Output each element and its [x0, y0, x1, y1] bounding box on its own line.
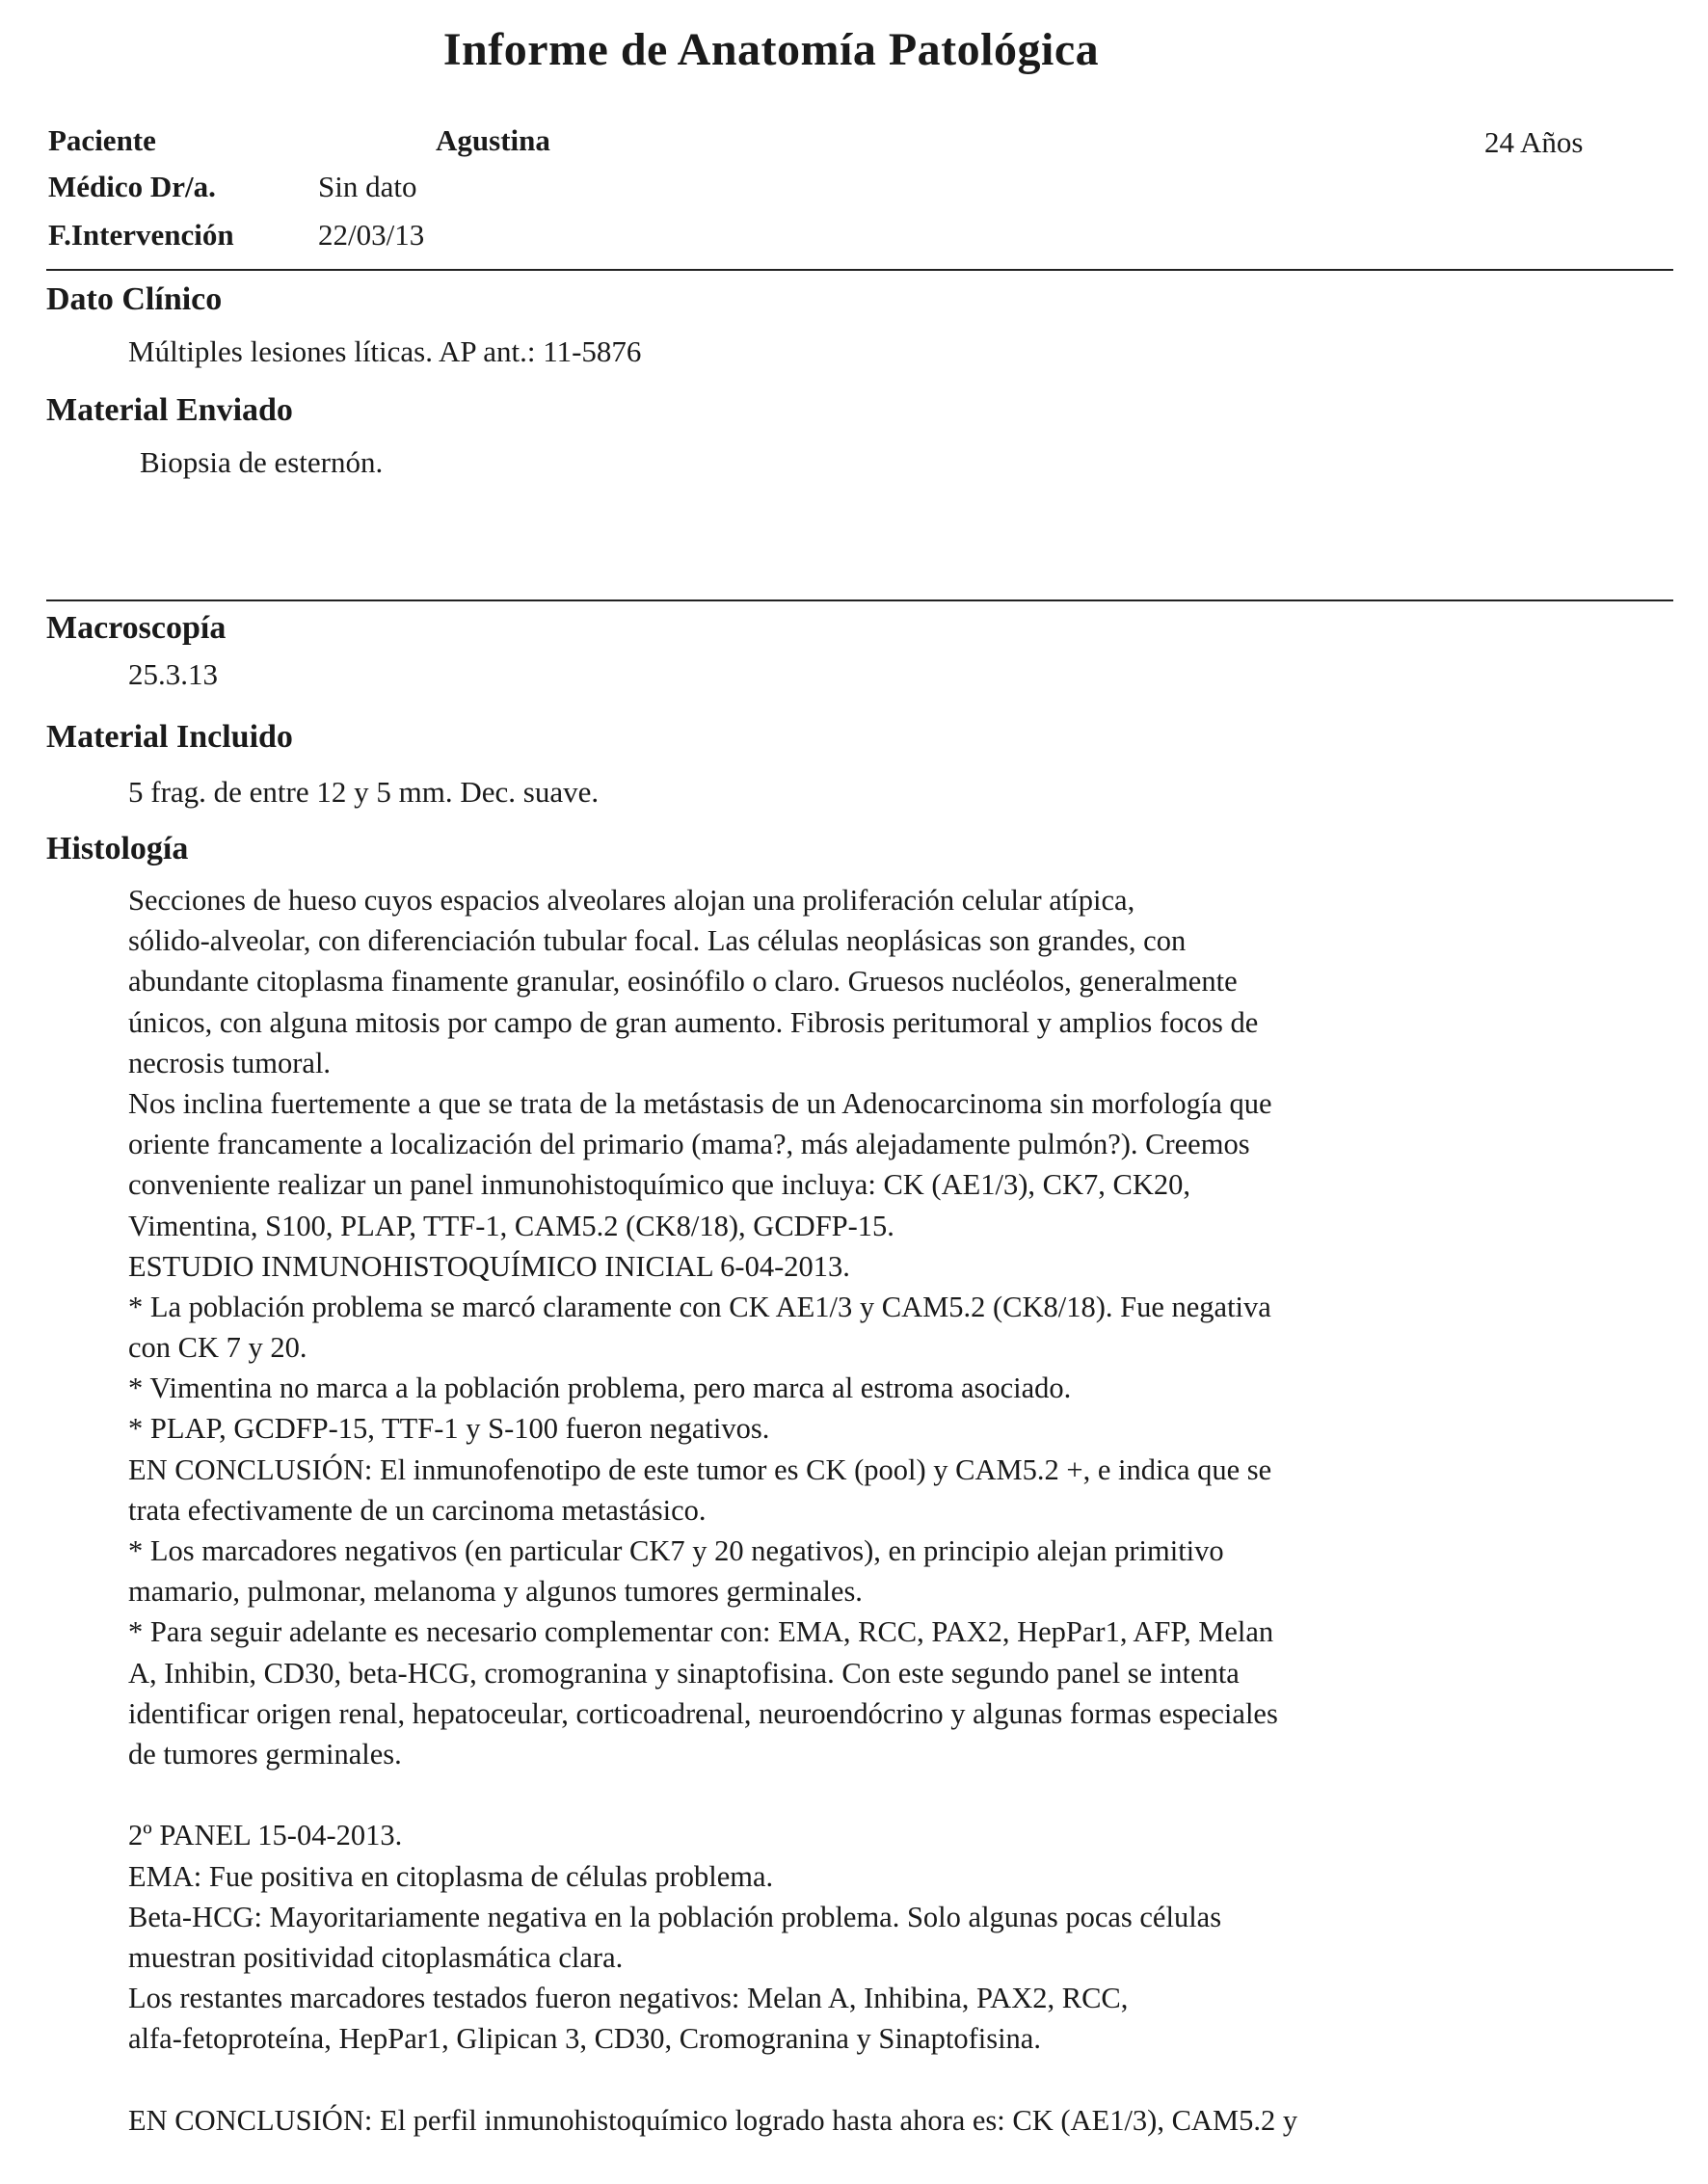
histologia-line: 2º PANEL 15-04-2013. — [128, 1819, 403, 1852]
histologia-body — [128, 880, 1555, 2141]
macroscopia-text: 25.3.13 — [128, 657, 218, 691]
histologia-line: alfa-fetoproteína, HepPar1, Glipican 3, CD30, Cromogranina y Sinaptofisina. — [128, 2022, 1041, 2056]
histologia-line: Secciones de hueso cuyos espacios alveolares alojan una proliferación celular atípica, — [128, 884, 1135, 917]
histologia-line: EMA: Fue positiva en citoplasma de células problema. — [128, 1859, 774, 1893]
histologia-line: * Los marcadores negativos (en particular CK7 y 20 negativos), en principio alejan primitivo — [128, 1534, 1224, 1567]
histologia-line: Nos inclina fuertemente a que se trata de la metástasis de un Adenocarcinoma sin morfología que — [128, 1086, 1272, 1120]
histologia-line: muestran positividad citoplasmática clara. — [128, 1940, 624, 1974]
histologia-line: únicos, con alguna mitosis por campo de gran aumento. Fibrosis peritumoral y amplios focos de — [128, 1005, 1259, 1039]
histologia-line — [128, 2059, 1555, 2099]
histologia-line: Los restantes marcadores testados fueron negativos: Melan A, Inhibina, PAX2, RCC, — [128, 1982, 1129, 2015]
histologia-line — [128, 1774, 1555, 1815]
histologia-line: * PLAP, GCDFP-15, TTF-1 y S-100 fueron negativos. — [128, 1412, 770, 1446]
intervention-label: F.Intervención — [48, 218, 234, 252]
material-incluido-text: 5 frag. de entre 12 y 5 mm. Dec. suave. — [128, 775, 600, 809]
histologia-line: identificar origen renal, hepatoceular, corticoadrenal, neuroendócrino y algunas formas especiales — [128, 1696, 1278, 1730]
section-divider — [46, 599, 1673, 601]
section-title-material-enviado: Material Enviado — [46, 392, 293, 428]
histologia-line: EN CONCLUSIÓN: El inmunofenotipo de este tumor es CK (pool) y CAM5.2 +, e indica que se — [128, 1452, 1272, 1486]
histologia-line: Beta-HCG: Mayoritariamente negativa en la población problema. Solo algunas pocas células — [128, 1900, 1222, 1933]
histologia-line: * Vimentina no marca a la población problema, pero marca al estroma asociado. — [128, 1372, 1072, 1405]
patient-name: Agustina — [436, 123, 550, 157]
histologia-line: * La población problema se marcó claramente con CK AE1/3 y CAM5.2 (CK8/18). Fue negativa — [128, 1290, 1271, 1323]
section-title-material-incluido: Material Incluido — [46, 719, 293, 755]
histologia-line: de tumores germinales. — [128, 1737, 402, 1771]
section-title-macroscopia: Macroscopía — [46, 610, 227, 646]
report-title: Informe de Anatomía Patológica — [442, 24, 1100, 75]
histologia-line: trata efectivamente de un carcinoma metastásico. — [128, 1493, 707, 1527]
histologia-line: conveniente realizar un panel inmunohistoquímico que incluya: CK (AE1/3), CK7, CK20, — [128, 1168, 1190, 1202]
histologia-line: necrosis tumoral. — [128, 1046, 332, 1079]
histologia-line: abundante citoplasma finamente granular, eosinófilo o claro. Gruesos nucléolos, generalmente — [128, 965, 1238, 999]
histologia-line: oriente francamente a localización del primario (mama?, más alejadamente pulmón?). Creemos — [128, 1128, 1250, 1161]
intervention-date: 22/03/13 — [318, 218, 425, 252]
section-title-histologia: Histología — [46, 831, 189, 866]
histologia-line: * Para seguir adelante es necesario complementar con: EMA, RCC, PAX2, HepPar1, AFP, Melan — [128, 1615, 1274, 1649]
histologia-line: A, Inhibin, CD30, beta-HCG, cromogranina y sinaptofisina. Con este segundo panel se intenta — [128, 1656, 1240, 1690]
doctor-value: Sin dato — [318, 170, 417, 203]
histologia-line: con CK 7 y 20. — [128, 1331, 307, 1365]
histologia-line: Vimentina, S100, PLAP, TTF-1, CAM5.2 (CK8/18), GCDFP-15. — [128, 1209, 894, 1242]
dato-clinico-text: Múltiples lesiones líticas. AP ant.: 11-5876 — [128, 334, 642, 368]
header-divider — [46, 269, 1673, 271]
histologia-line: ESTUDIO INMUNOHISTOQUÍMICO INICIAL 6-04-2013. — [128, 1249, 850, 1283]
section-title-dato-clinico: Dato Clínico — [46, 281, 223, 317]
patient-label: Paciente — [48, 123, 156, 157]
histologia-line: mamario, pulmonar, melanoma y algunos tumores germinales. — [128, 1575, 863, 1609]
patient-age: 24 Años — [1484, 125, 1584, 159]
doctor-label: Médico Dr/a. — [48, 170, 216, 203]
material-enviado-text: Biopsia de esternón. — [140, 445, 384, 479]
histologia-line: EN CONCLUSIÓN: El perfil inmunohistoquímico logrado hasta ahora es: CK (AE1/3), CAM5.2 y — [128, 2103, 1298, 2137]
histologia-line: sólido-alveolar, con diferenciación tubular focal. Las células neoplásicas son grandes, con — [128, 924, 1187, 958]
